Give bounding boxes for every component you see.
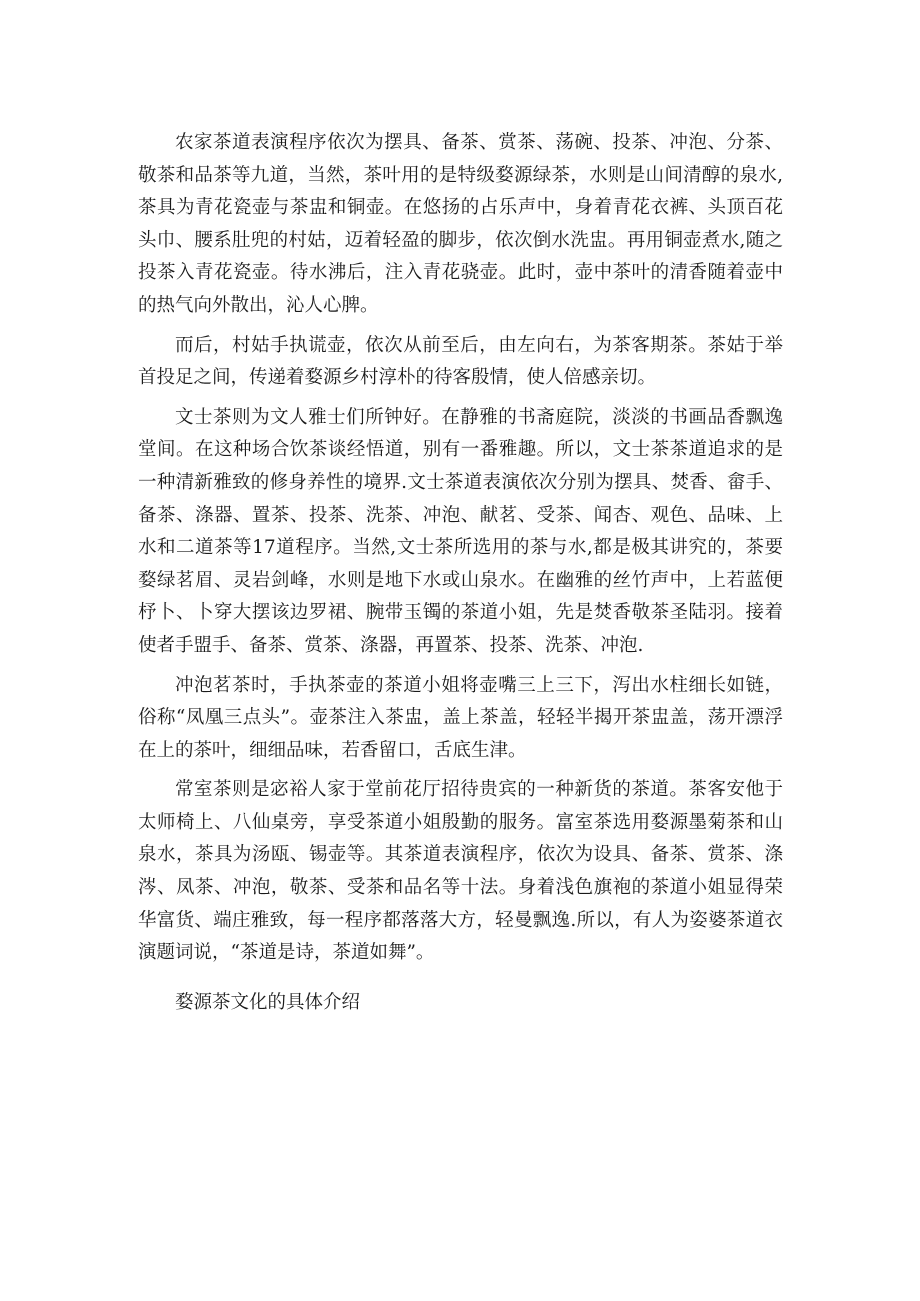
paragraph-wealthy-tea: 常室茶则是宓裕人家于堂前花厅招待贵宾的一种新货的茶道。茶客安他于太师椅上、八仙桌旁，享受茶道小姐殷勤的服务。富室茶选用婺源墨菊茶和山泉水，茶具为汤瓯、锡壶等。其茶道表演程序，依次为设具、备茶、赏茶、涤涔、凤茶、冲泡，敬茶、受茶和品名等十法。身着浅色旗袍的茶道小姐显得荣华富货、端庄雅致，每一程序都落落大方，轻曼飘逸.所以，有人为姿婆茶道衣演题词说，“茶道是诗，茶道如舞”。 bbox=[138, 779, 783, 964]
document-body bbox=[138, 127, 783, 1026]
paragraph-scholar-tea: 文士茶则为文人雅士们所钟好。在静雅的书斋庭院，淡淡的书画品香飘逸堂间。在这种场合饮茶谈经悟道，别有一番雅趣。所以，文士茶茶道追求的是一种清新雅致的修身养性的境界.文士茶道表演依次分别为摆具、焚香、畲手、备茶、涤器、置茶、投茶、洗茶、冲泡、献茗、受茶、闻杏、观色、品味、上水和二道茶等17道程序。当然,文士茶所选用的茶与水,都是极其讲究的，茶要婺绿茗眉、灵岩剑峰，水则是地下水或山泉水。在幽雅的丝竹声中，上若蓝便杼卜、卜穿大摆该边罗裙、腕带玉镯的茶道小姐，先是焚香敬茶圣陆羽。接着使者手盟手、备茶、赏茶、涤器，再置茶、投茶、洗茶、冲泡. bbox=[138, 406, 783, 656]
paragraph-brewing: 冲泡茗茶时，手执茶壶的茶道小姐将壶嘴三上三下，泻出水柱细长如链，俗称“凤凰三点头”。壶茶注入茶盅，盖上茶盖，轻轻半揭开茶盅盖，荡开漂浮在上的茶叶，细细品味，若香留口，舌底生津。 bbox=[138, 674, 783, 761]
paragraph-village-girl: 而后，村姑手执谎壶，依次从前至后，由左向右，为茶客期茶。茶姑于举首投足之间，传递着婺源乡村淳朴的待客殷情，使人倍感亲切。 bbox=[138, 334, 783, 389]
paragraph-closing-title: 婺源茶文化的具体介绍 bbox=[175, 991, 361, 1013]
paragraph-farmhouse-tea: 农家茶道表演程序依次为摆具、备茶、赏茶、荡碗、投茶、冲泡、分茶、敬茶和品茶等九道，当然，茶叶用的是特级婺源绿茶，水则是山间清醇的泉水,茶具为青花瓷壶与茶盅和铜壶。在悠扬的占乐声中，身着青花衣裤、头顶百花头巾、腰系肚兜的村姑，迈着轻盈的脚步，依次倒水洗盅。再用铜壶煮水,随之投茶入青花瓷壶。待水沸后，注入青花骁壶。此时，壶中茶叶的清香随着壶中的热气向外散出，沁人心脾。 bbox=[138, 132, 783, 316]
